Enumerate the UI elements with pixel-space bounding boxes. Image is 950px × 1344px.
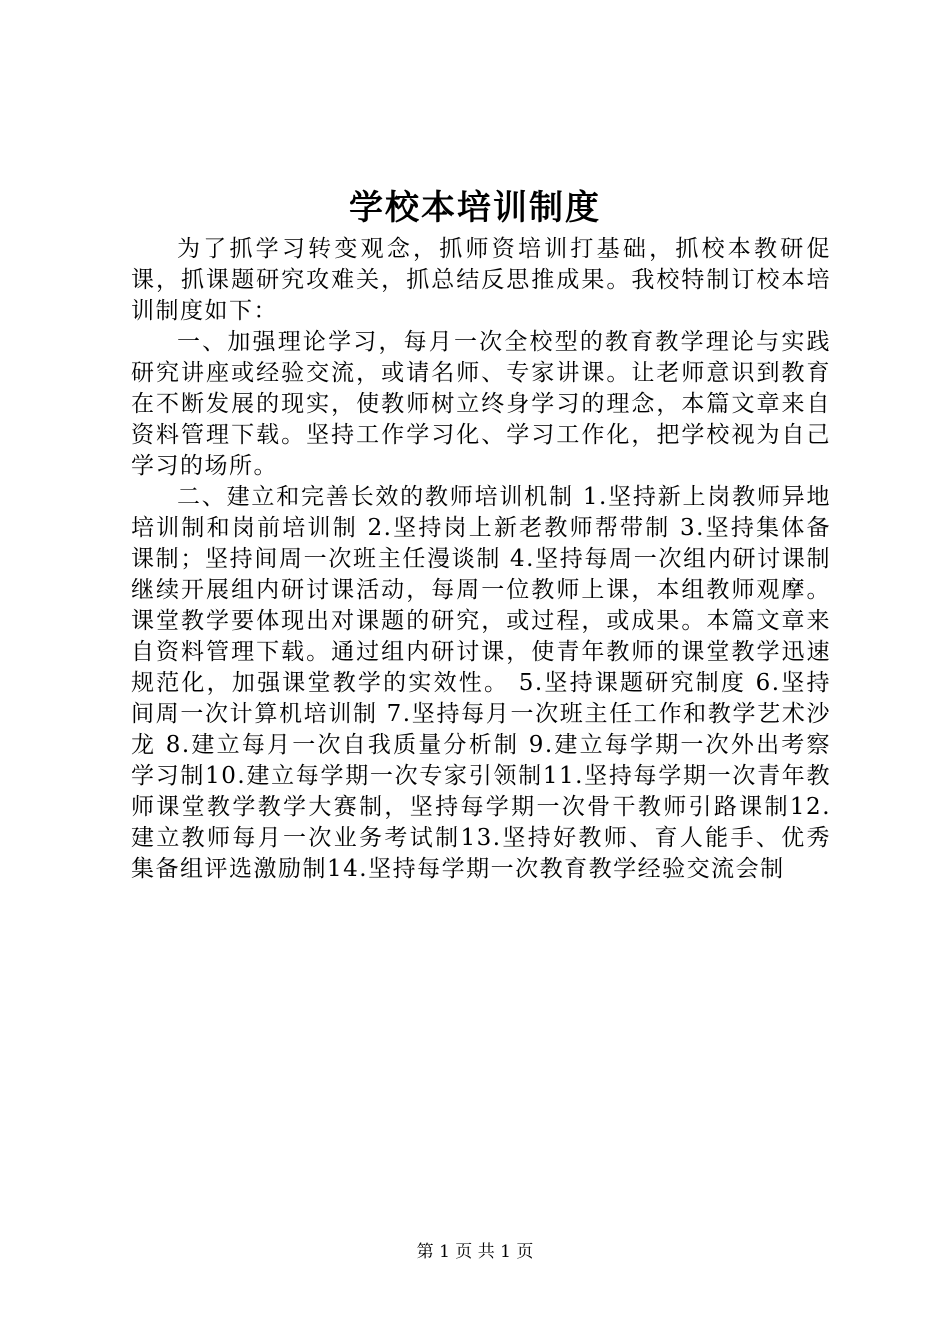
section-two-paragraph: 二、建立和完善长效的教师培训机制 1.坚持新上岗教师异地培训制和岗前培训制 2.坚持岗上新老教师帮带制 3.坚持集体备课制；坚持间周一次班主任漫谈制 4.坚持每周一次组内研讨课制继续开展组内研讨课活动，每周一位教师上课，本组教师观摩。课堂教学要体现出对课题的研究，或过程，或成果。本篇文章来自资料管理下载。通过组内研讨课，使青年教师的课堂教学迅速规范化，加强课堂教学的实效性。 5.坚持课题研究制度 6.坚持间周一次计算机培训制 7.坚持每月一次班主任工作和教学艺术沙龙 8.建立每月一次自我质量分析制 9.建立每学期一次外出考察学习制10.建立每学期一次专家引领制11.坚持每学期一次青年教师课堂教学教学大赛制，坚持每学期一次骨干教师引路课制12.建立教师每月一次业务考试制13.坚持好教师、育人能手、优秀集备组评选激励制14.坚持每学期一次教育教学经验交流会制 xyxy=(131,484,831,882)
document-title: 学校本培训制度 xyxy=(349,188,601,228)
intro-paragraph: 为了抓学习转变观念，抓师资培训打基础，抓校本教研促课，抓课题研究攻难关，抓总结反思推成果。我校特制订校本培训制度如下： xyxy=(131,236,831,324)
section-one-paragraph: 一、加强理论学习，每月一次全校型的教育教学理论与实践研究讲座或经验交流，或请名师、专家讲课。让老师意识到教育在不断发展的现实，使教师树立终身学习的理念，本篇文章来自资料管理下载。坚持工作学习化、学习工作化，把学校视为自己学习的场所。 xyxy=(131,329,831,479)
page-footer: 第 1 页 共 1 页 xyxy=(416,1242,534,1262)
document-body xyxy=(131,234,831,885)
